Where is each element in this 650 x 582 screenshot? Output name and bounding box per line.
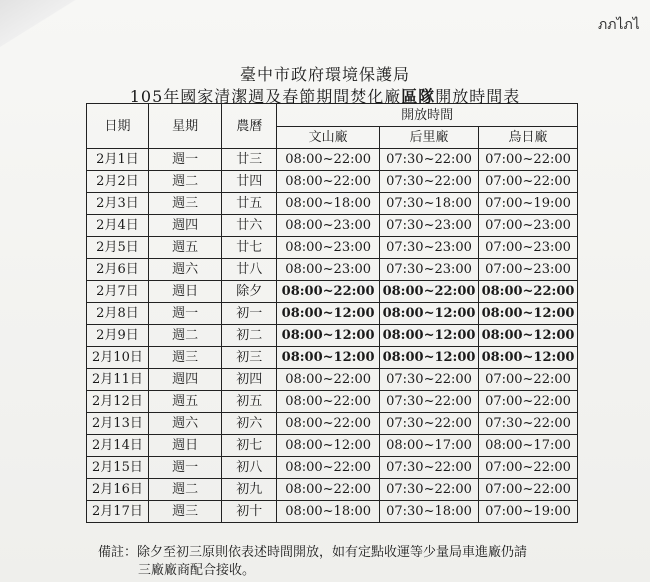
weekday-cell: 週三 [148, 501, 222, 523]
weekday-cell: 週一 [148, 303, 222, 325]
time-houli-cell: 08:00~12:00 [380, 325, 479, 347]
date-cell: 2月8日 [87, 303, 149, 325]
time-wuri-cell: 07:00~22:00 [479, 149, 578, 171]
time-wuri-cell: 07:30~22:00 [479, 413, 578, 435]
date-cell: 2月14日 [87, 435, 149, 457]
time-wenshan-cell: 08:00~22:00 [277, 457, 380, 479]
lunar-cell: 初六 [222, 413, 277, 435]
lunar-cell: 初八 [222, 457, 277, 479]
date-cell: 2月16日 [87, 479, 149, 501]
weekday-cell: 週一 [148, 457, 222, 479]
time-wuri-cell: 08:00~22:00 [479, 281, 578, 303]
table-row [87, 281, 578, 303]
lunar-cell: 初十 [222, 501, 277, 523]
time-wenshan-cell: 08:00~22:00 [277, 479, 380, 501]
lunar-cell: 廿五 [222, 193, 277, 215]
weekday-cell: 週一 [148, 149, 222, 171]
lunar-cell: 初五 [222, 391, 277, 413]
lunar-cell: 除夕 [222, 281, 277, 303]
time-wenshan-cell: 08:00~22:00 [277, 391, 380, 413]
weekday-cell: 週三 [148, 347, 222, 369]
time-houli-cell: 08:00~12:00 [380, 347, 479, 369]
table-row [87, 325, 578, 347]
time-wuri-cell: 07:00~22:00 [479, 457, 578, 479]
table-row [87, 369, 578, 391]
time-wuri-cell: 07:00~22:00 [479, 369, 578, 391]
date-cell: 2月11日 [87, 369, 149, 391]
table-title-prefix: 105年國家清潔週及春節期間焚化廠 [129, 87, 402, 106]
time-wuri-cell: 07:00~23:00 [479, 215, 578, 237]
time-wuri-cell: 07:00~19:00 [479, 193, 578, 215]
schedule-table [86, 103, 578, 523]
table-row [87, 237, 578, 259]
header-plant-wenshan: 文山廠 [277, 127, 380, 149]
table-row [87, 347, 578, 369]
time-houli-cell: 07:30~18:00 [380, 193, 479, 215]
time-wuri-cell: 07:00~22:00 [479, 479, 578, 501]
time-houli-cell: 07:30~22:00 [380, 457, 479, 479]
weekday-cell: 週二 [148, 479, 222, 501]
lunar-cell: 廿六 [222, 215, 277, 237]
table-row [87, 303, 578, 325]
time-houli-cell: 07:30~22:00 [380, 479, 479, 501]
time-wuri-cell: 08:00~17:00 [479, 435, 578, 457]
footnote-line-2: 三廠廠商配合接收。 [138, 563, 256, 578]
lunar-cell: 廿八 [222, 259, 277, 281]
header-plant-wuri: 烏日廠 [479, 127, 578, 149]
table-row [87, 457, 578, 479]
date-cell: 2月6日 [87, 259, 149, 281]
weekday-cell: 週日 [148, 435, 222, 457]
time-houli-cell: 07:30~23:00 [380, 215, 479, 237]
date-cell: 2月13日 [87, 413, 149, 435]
lunar-cell: 廿三 [222, 149, 277, 171]
date-cell: 2月3日 [87, 193, 149, 215]
date-cell: 2月2日 [87, 171, 149, 193]
footnote-label: 備註： [98, 545, 138, 560]
footnote-line-1 [98, 544, 527, 562]
table-title-suffix: 開放時間表 [435, 87, 521, 106]
time-houli-cell: 07:30~22:00 [380, 149, 479, 171]
time-houli-cell: 07:30~22:00 [380, 369, 479, 391]
time-wenshan-cell: 08:00~18:00 [277, 193, 380, 215]
time-houli-cell: 07:30~23:00 [380, 259, 479, 281]
time-wuri-cell: 07:00~22:00 [479, 171, 578, 193]
time-wuri-cell: 07:00~23:00 [479, 259, 578, 281]
weekday-cell: 週三 [148, 193, 222, 215]
time-houli-cell: 08:00~17:00 [380, 435, 479, 457]
lunar-cell: 初七 [222, 435, 277, 457]
lunar-cell: 初二 [222, 325, 277, 347]
date-cell: 2月5日 [87, 237, 149, 259]
date-cell: 2月12日 [87, 391, 149, 413]
weekday-cell: 週五 [148, 391, 222, 413]
table-row [87, 413, 578, 435]
time-wenshan-cell: 08:00~23:00 [277, 237, 380, 259]
date-cell: 2月10日 [87, 347, 149, 369]
weekday-cell: 週四 [148, 215, 222, 237]
time-wuri-cell: 08:00~12:00 [479, 303, 578, 325]
time-wuri-cell: 07:00~22:00 [479, 391, 578, 413]
time-houli-cell: 08:00~22:00 [380, 281, 479, 303]
handwritten-mark: ภภไภไ [598, 17, 640, 33]
weekday-cell: 週五 [148, 237, 222, 259]
time-wenshan-cell: 08:00~22:00 [277, 413, 380, 435]
header-plant-houli: 后里廠 [380, 127, 479, 149]
time-wenshan-cell: 08:00~12:00 [277, 347, 380, 369]
lunar-cell: 初三 [222, 347, 277, 369]
time-houli-cell: 07:30~22:00 [380, 413, 479, 435]
lunar-cell: 廿四 [222, 171, 277, 193]
time-wenshan-cell: 08:00~12:00 [277, 435, 380, 457]
weekday-cell: 週二 [148, 171, 222, 193]
time-houli-cell: 08:00~12:00 [380, 303, 479, 325]
time-wenshan-cell: 08:00~22:00 [277, 281, 380, 303]
table-body [87, 149, 578, 523]
lunar-cell: 初九 [222, 479, 277, 501]
date-cell: 2月17日 [87, 501, 149, 523]
date-cell: 2月7日 [87, 281, 149, 303]
agency-title: 臺中市政府環境保護局 [239, 65, 410, 84]
header-lunar: 農曆 [222, 104, 277, 149]
footnote-text-1: 除夕至初三原則依表述時間開放，如有定點收運等少量局車進廠仍請 [137, 545, 528, 560]
weekday-cell: 週六 [148, 259, 222, 281]
table-row [87, 501, 578, 523]
time-houli-cell: 07:30~23:00 [380, 237, 479, 259]
table-title-bold: 區隊 [401, 87, 436, 106]
time-houli-cell: 07:30~22:00 [380, 171, 479, 193]
date-cell: 2月15日 [87, 457, 149, 479]
date-cell: 2月9日 [87, 325, 149, 347]
time-wenshan-cell: 08:00~22:00 [277, 369, 380, 391]
lunar-cell: 初一 [222, 303, 277, 325]
table-row [87, 259, 578, 281]
table-row [87, 215, 578, 237]
table-row [87, 435, 578, 457]
table-row [87, 193, 578, 215]
time-houli-cell: 07:30~18:00 [380, 501, 479, 523]
table-row [87, 479, 578, 501]
time-wenshan-cell: 08:00~12:00 [277, 325, 380, 347]
weekday-cell: 週日 [148, 281, 222, 303]
lunar-cell: 廿七 [222, 237, 277, 259]
time-wenshan-cell: 08:00~23:00 [277, 215, 380, 237]
time-wenshan-cell: 08:00~22:00 [277, 149, 380, 171]
folded-corner [0, 0, 105, 52]
time-wuri-cell: 07:00~19:00 [479, 501, 578, 523]
time-wenshan-cell: 08:00~22:00 [277, 171, 380, 193]
weekday-cell: 週二 [148, 325, 222, 347]
time-houli-cell: 07:30~22:00 [380, 391, 479, 413]
time-wenshan-cell: 08:00~18:00 [277, 501, 380, 523]
table-row [87, 149, 578, 171]
header-date: 日期 [87, 104, 149, 149]
header-open-time: 開放時間 [277, 104, 578, 127]
time-wenshan-cell: 08:00~12:00 [277, 303, 380, 325]
time-wuri-cell: 07:00~23:00 [479, 237, 578, 259]
lunar-cell: 初四 [222, 369, 277, 391]
weekday-cell: 週六 [148, 413, 222, 435]
weekday-cell: 週四 [148, 369, 222, 391]
table-row [87, 171, 578, 193]
date-cell: 2月1日 [87, 149, 149, 171]
time-wuri-cell: 08:00~12:00 [479, 325, 578, 347]
date-cell: 2月4日 [87, 215, 149, 237]
footnote [98, 544, 527, 580]
header-weekday: 星期 [148, 104, 222, 149]
time-wenshan-cell: 08:00~23:00 [277, 259, 380, 281]
time-wuri-cell: 08:00~12:00 [479, 347, 578, 369]
table-row [87, 391, 578, 413]
